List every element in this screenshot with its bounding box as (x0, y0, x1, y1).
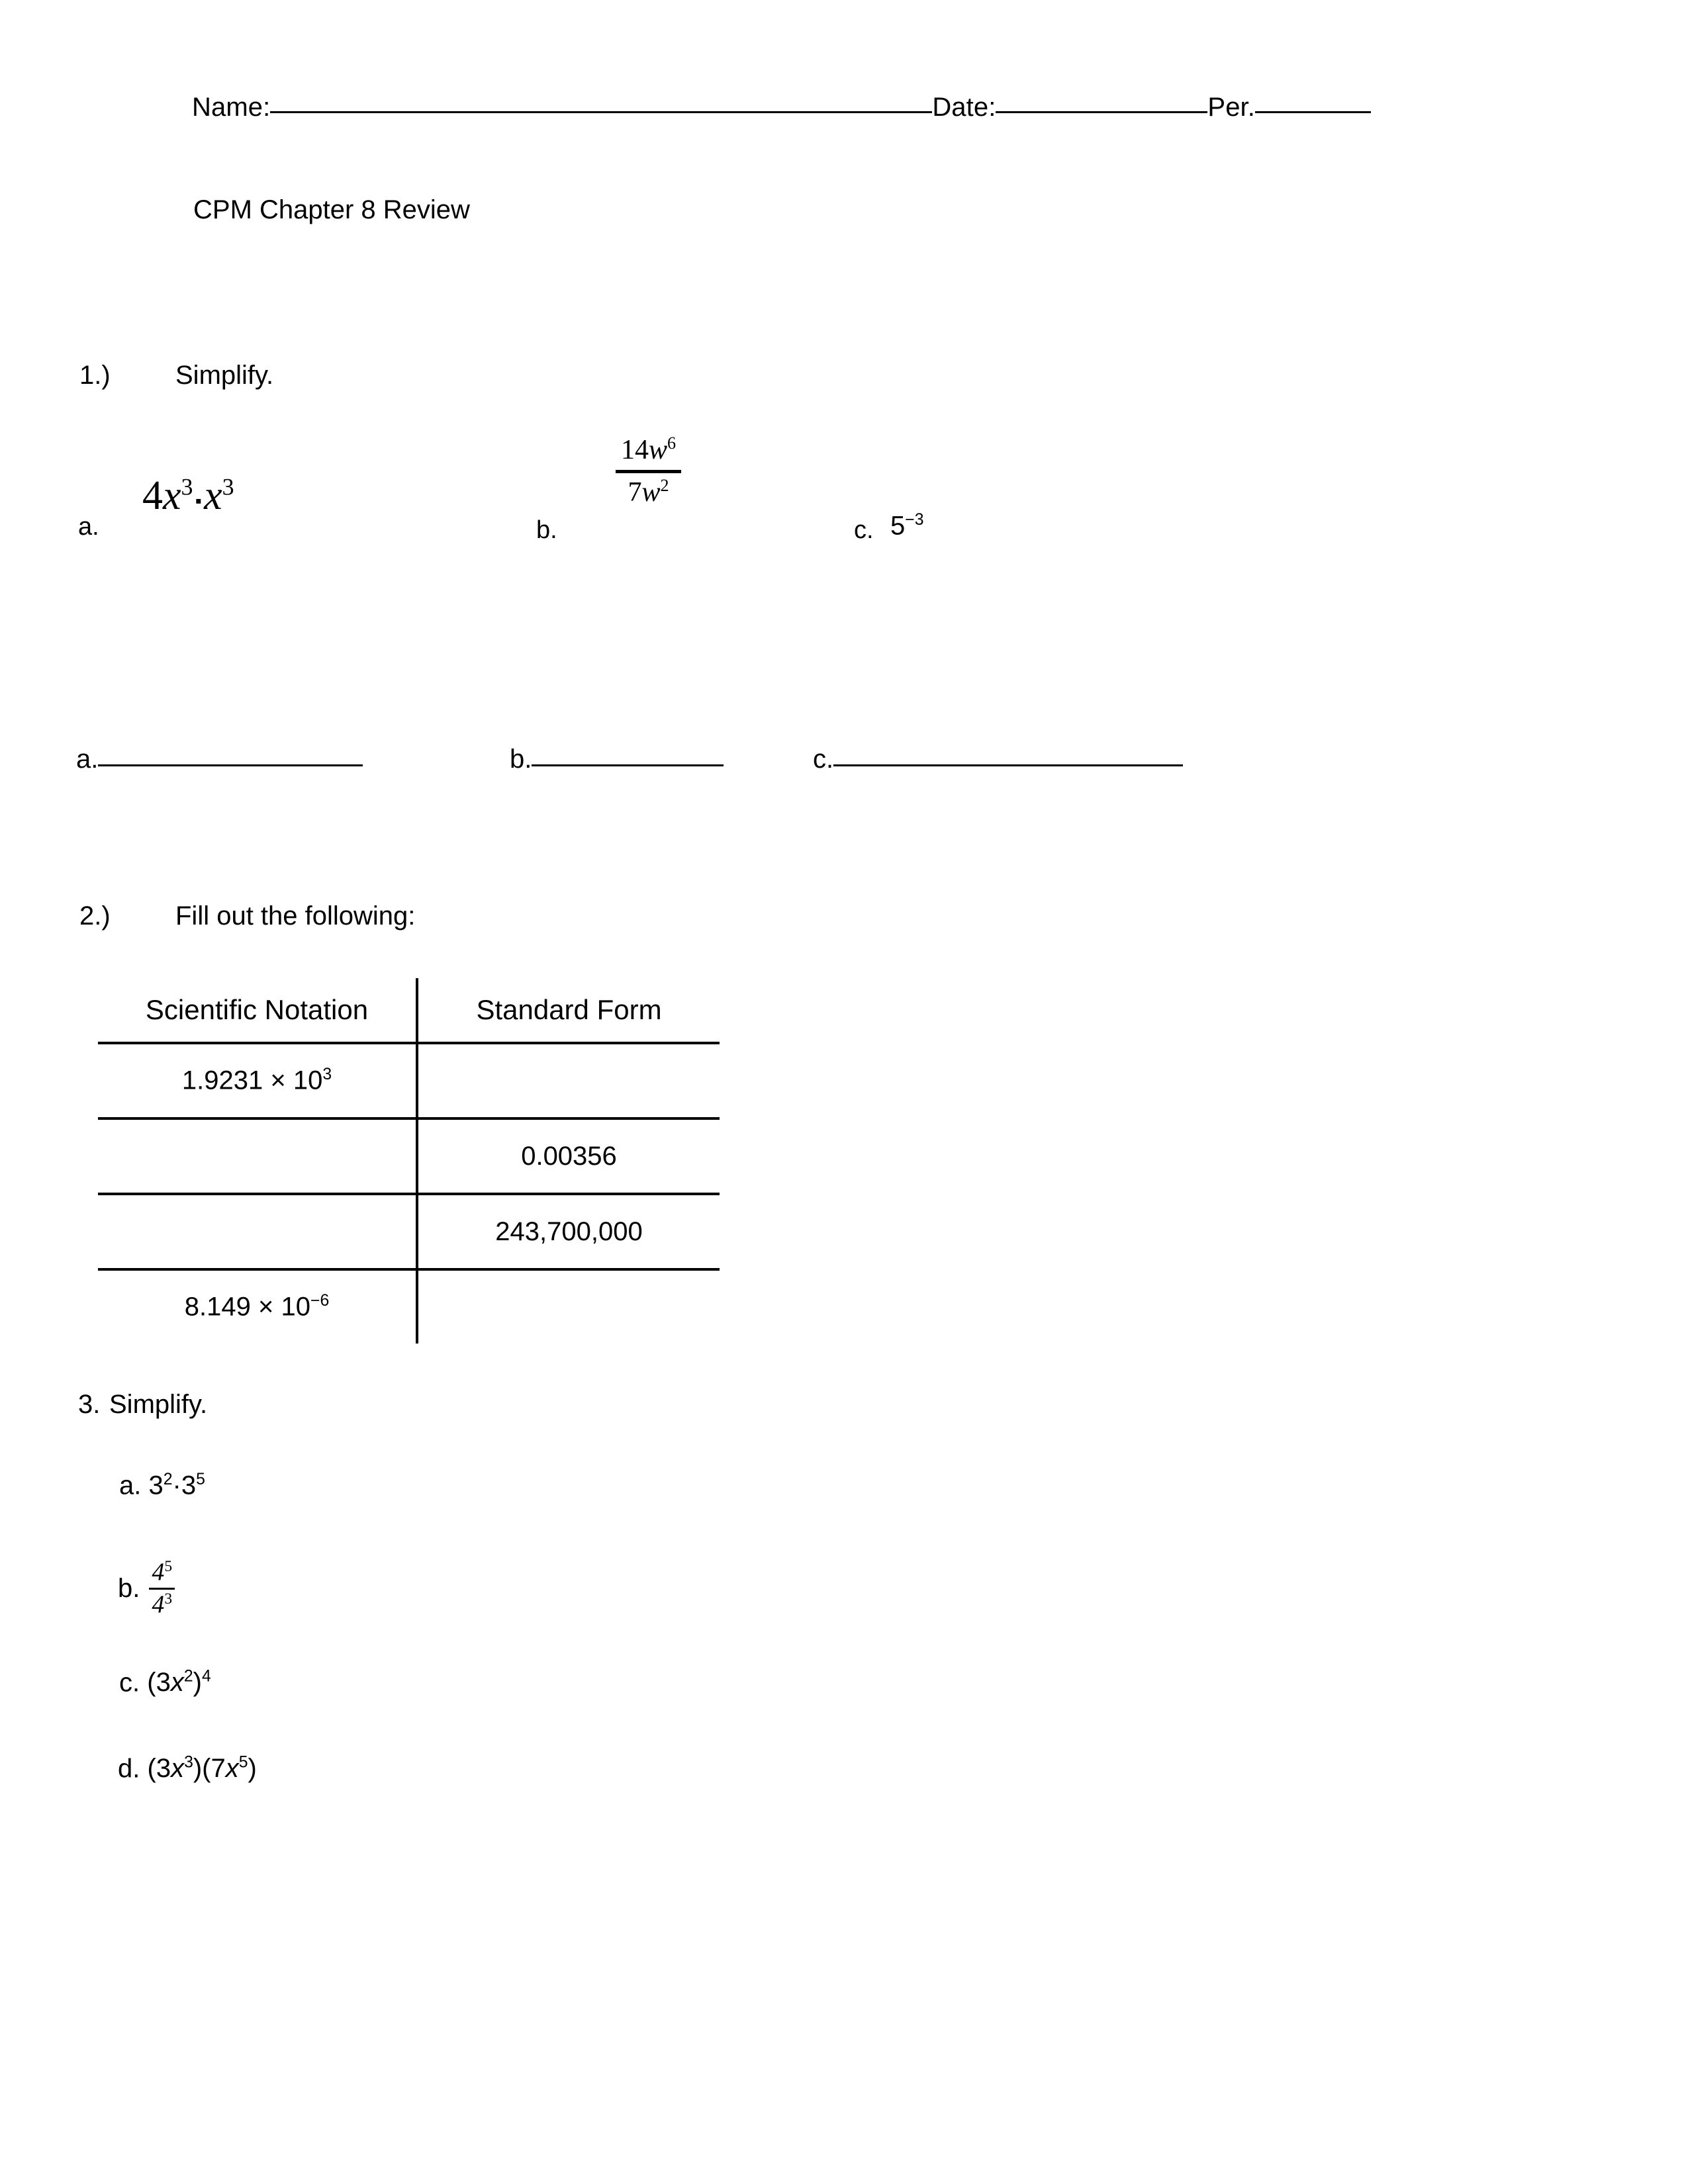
cell-standard-4[interactable] (417, 1269, 720, 1343)
cell-scientific-1-exponent: 3 (322, 1066, 332, 1084)
answer-c-letter: c. (813, 745, 834, 774)
answer-a-letter: a. (76, 745, 99, 774)
name-label: Name: (192, 93, 271, 122)
problem-1c-letter: c. (854, 516, 874, 544)
answer-c-blank[interactable] (833, 764, 1183, 766)
answer-a-blank[interactable] (98, 764, 363, 766)
problem-1c-answer-blank-group (813, 745, 1183, 774)
problem-3-number: 3. (78, 1390, 101, 1419)
problem-1b-denominator: $7w^2$ (628, 476, 669, 508)
problem-3a-letter: a. (119, 1471, 142, 1500)
answer-b-blank[interactable] (532, 764, 724, 766)
cell-scientific-4-mantissa: 8.149 (184, 1292, 251, 1322)
problem-1b-expression (616, 433, 681, 509)
problem-1a-exponent-2: 3 (222, 473, 234, 500)
problem-1-number: 1.) (79, 361, 111, 390)
problem-3c-letter: c. (119, 1668, 140, 1698)
multiplication-sign-icon: × (270, 1066, 286, 1095)
cell-scientific-3[interactable] (98, 1194, 417, 1269)
problem-3c-body: $(3x^2)^4$ (147, 1668, 211, 1698)
problem-1a-letter: a. (78, 513, 99, 541)
multiplication-dot-icon: · (172, 1471, 181, 1500)
problem-3a-base-2: 3 (181, 1471, 197, 1500)
problem-1c-base: 5 (890, 511, 906, 541)
multiplication-sign-icon: × (258, 1292, 274, 1322)
problem-2-number: 2.) (79, 901, 111, 931)
problem-1b-numerator: $14w^6$ (621, 433, 677, 465)
fraction-bar (616, 470, 681, 473)
problem-3a-exponent-2: 5 (196, 1471, 205, 1488)
problem-3b-denominator: $4^3$ (152, 1590, 173, 1619)
cell-standard-2[interactable]: 0.00356 (417, 1118, 720, 1194)
multiplication-dot-icon: ▪ (195, 490, 202, 512)
problem-3-prompt: Simplify. (109, 1390, 208, 1419)
student-info-header (192, 93, 1371, 122)
problem-1a-coefficient: 4 (142, 473, 163, 518)
table-row (98, 1118, 720, 1194)
problem-1a-exponent-1: 3 (181, 473, 193, 500)
problem-3d-body: $(3x^3)(7x^5)$ (147, 1754, 257, 1784)
table-row (98, 1043, 720, 1118)
problem-1a-answer-blank-group (76, 745, 363, 774)
date-label: Date: (932, 93, 996, 122)
problem-1b-answer-blank-group (510, 745, 724, 774)
problem-3d-factor1-variable: x (171, 1754, 185, 1784)
problem-3c-coefficient: 3 (156, 1668, 171, 1698)
table-row (98, 1194, 720, 1269)
cell-scientific-4-base: 10 (281, 1292, 310, 1322)
cell-scientific-2[interactable] (98, 1118, 417, 1194)
cell-standard-1[interactable] (417, 1043, 720, 1118)
problem-3d-factor2-variable: x (225, 1754, 239, 1784)
problem-1c-expression (890, 511, 924, 541)
problem-1a-variable-2: x (204, 473, 222, 518)
name-input-blank[interactable] (270, 111, 932, 113)
column-header-scientific-notation: Scientific Notation (98, 978, 417, 1043)
problem-3b-letter: b. (118, 1574, 140, 1604)
page-title: CPM Chapter 8 Review (193, 195, 470, 224)
cell-scientific-4-exponent: −6 (310, 1292, 330, 1310)
problem-3d-factor2-exponent: 5 (238, 1754, 248, 1772)
cell-scientific-1-mantissa: 1.9231 (181, 1066, 263, 1095)
problem-3b-fraction (149, 1559, 175, 1619)
problem-3b-numerator: $4^5$ (152, 1558, 173, 1586)
problem-1b-letter: b. (536, 516, 557, 544)
problem-3d-factor1-coefficient: 3 (156, 1754, 171, 1784)
problem-3c-variable: x (170, 1668, 184, 1698)
problem-3a-expression (119, 1471, 205, 1500)
problem-1-prompt: Simplify. (175, 361, 274, 390)
period-input-blank[interactable] (1255, 111, 1371, 113)
cell-scientific-1-base: 10 (293, 1066, 323, 1095)
problem-3c-outer-exponent: 4 (201, 1668, 211, 1686)
problem-3c-inner-exponent: 2 (183, 1668, 193, 1686)
problem-3d-factor2-coefficient: 7 (211, 1754, 226, 1784)
problem-2-prompt: Fill out the following: (175, 901, 416, 931)
problem-1a-variable-1: x (163, 473, 181, 518)
table-header-row (98, 978, 720, 1043)
period-label: Per. (1207, 93, 1255, 122)
cell-scientific-1[interactable] (98, 1043, 417, 1118)
problem-3d-factor1-exponent: 3 (184, 1754, 193, 1772)
cell-standard-3[interactable]: 243,700,000 (417, 1194, 720, 1269)
problem-1c-exponent: −3 (905, 511, 924, 529)
problem-3a-exponent-1: 2 (163, 1471, 173, 1488)
fraction-bar (149, 1588, 175, 1590)
problem-1a-expression (142, 475, 234, 516)
problem-3d-letter: d. (118, 1754, 140, 1784)
problem-3d-expression (118, 1754, 257, 1784)
date-input-blank[interactable] (996, 111, 1207, 113)
problem-3b-expression (118, 1559, 175, 1619)
table-row (98, 1269, 720, 1343)
answer-b-letter: b. (510, 745, 532, 774)
column-header-standard-form: Standard Form (417, 978, 720, 1043)
cell-scientific-4[interactable] (98, 1269, 417, 1343)
problem-3a-base-1: 3 (148, 1471, 164, 1500)
problem-3c-expression (119, 1668, 211, 1698)
scientific-notation-table (98, 978, 720, 1343)
